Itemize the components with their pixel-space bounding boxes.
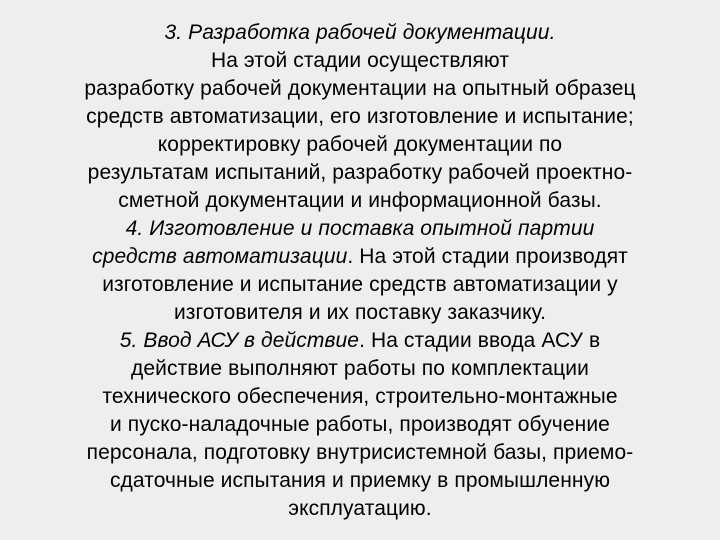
stage5-text-part1: . На стадии ввода АСУ в (359, 329, 601, 352)
stage3-line: сметной документации и информационной базы. (118, 189, 602, 212)
stage5-line: действие выполняют работы по комплектации (131, 357, 589, 380)
stage5-mixed-line (0, 328, 720, 354)
stage3-line: результатам испытаний, разработку рабочей проектно- (87, 161, 633, 184)
stage5-line: сдаточные испытания и приемку в промышленную (109, 469, 611, 492)
stage5-line: и пуско-наладочные работы, производят обучение (110, 413, 610, 436)
stage4-mixed-line (0, 244, 720, 270)
stage3-heading-line (0, 20, 720, 46)
stage4-text-part1: . На этой стадии производят (347, 245, 628, 268)
stage3-line: корректировку рабочей документации по (157, 133, 563, 156)
stage5-line: технического обеспечения, строительно-монтажные (102, 385, 618, 408)
stage4-line: изготовление и испытание средств автоматизации у (102, 273, 618, 296)
stage4-line: изготовителя и их поставку заказчику. (173, 301, 547, 324)
stage5-line: эксплуатацию. (288, 497, 432, 520)
slide-text-body (0, 10, 720, 540)
stage3-line: разработку рабочей документации на опытный образец (84, 77, 636, 100)
stage3-heading: 3. Разработка рабочей документации. (164, 21, 556, 44)
stage3-line: На этой стадии осуществляют (210, 49, 510, 72)
stage5-line: персонала, подготовку внутрисистемной базы, приемо- (86, 441, 634, 464)
stage3-line: средств автоматизации, его изготовление и испытание; (86, 105, 634, 128)
stage4-heading-line (0, 216, 720, 242)
stage5-heading: 5. Ввод АСУ в действие (119, 329, 360, 352)
stage4-heading-part2: средств автоматизации (92, 245, 348, 268)
stage4-heading-part1: 4. Изготовление и поставка опытной партии (125, 217, 595, 240)
